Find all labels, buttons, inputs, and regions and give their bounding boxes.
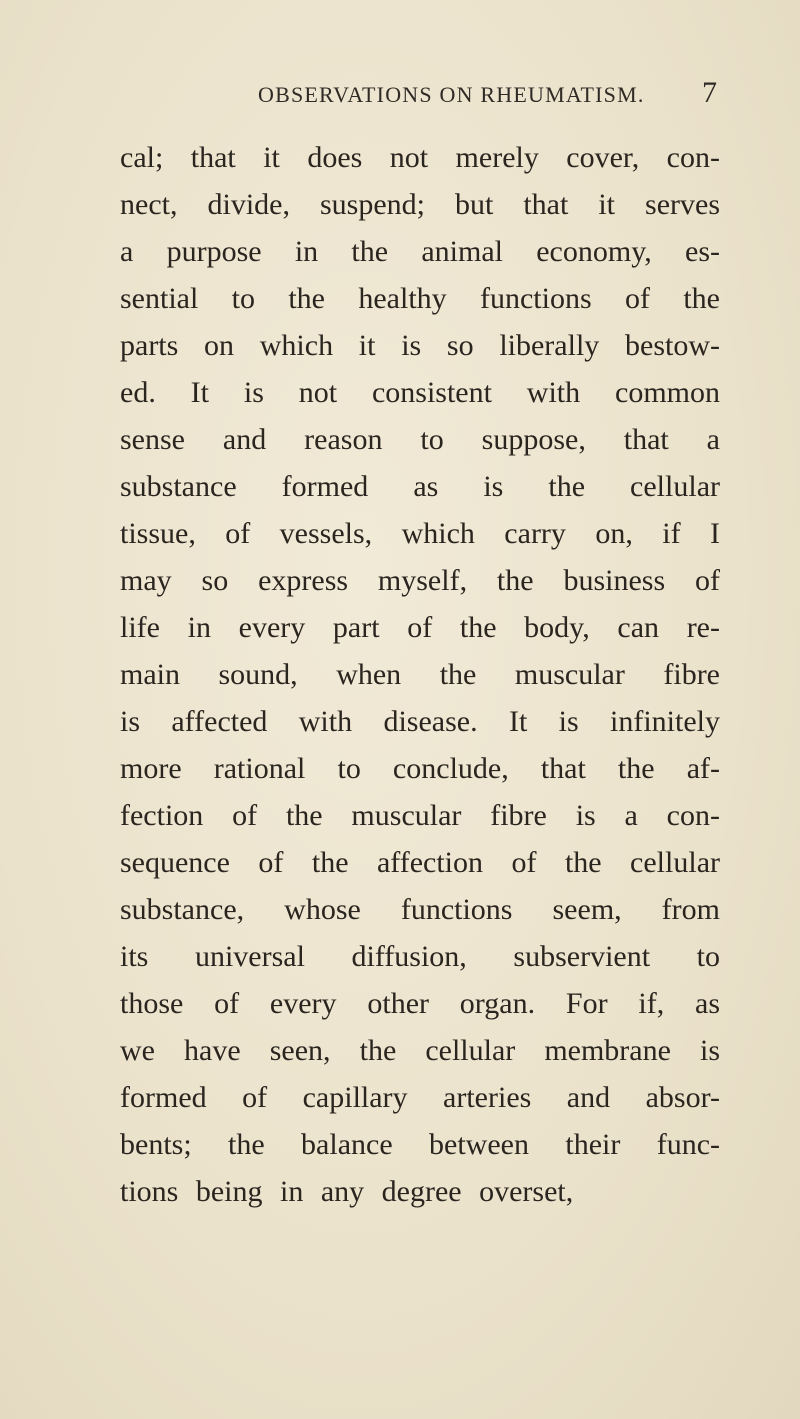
- text-line: parts on which it is so liberally bestow-: [120, 329, 720, 362]
- text-line: those of every other organ. For if, as: [120, 987, 720, 1020]
- running-head: OBSERVATIONS ON RHEUMATISM.: [258, 82, 645, 107]
- text-line: is affected with disease. It is infinitely: [120, 705, 720, 738]
- text-line: more rational to conclude, that the af-: [120, 752, 720, 785]
- text-line: we have seen, the cellular membrane is: [120, 1034, 720, 1067]
- text-line: its universal diffusion, subservient to: [120, 940, 720, 973]
- text-line: cal; that it does not merely cover, con-: [120, 141, 720, 174]
- body-text: [120, 134, 720, 1215]
- text-line: formed of capillary arteries and absor-: [120, 1081, 720, 1114]
- page-number: 7: [702, 76, 717, 109]
- text-line: substance formed as is the cellular: [120, 470, 720, 503]
- text-line: sequence of the affection of the cellular: [120, 846, 720, 879]
- text-line: substance, whose functions seem, from: [120, 893, 720, 926]
- text-line: may so express myself, the business of: [120, 564, 720, 597]
- text-line: ed. It is not consistent with common: [120, 376, 720, 409]
- text-line: nect, divide, suspend; but that it serves: [120, 188, 720, 221]
- text-line: tions being in any degree overset,: [120, 1175, 574, 1208]
- text-line: a purpose in the animal economy, es-: [120, 235, 720, 268]
- text-line: tissue, of vessels, which carry on, if I: [120, 517, 720, 550]
- text-line: life in every part of the body, can re-: [120, 611, 720, 644]
- text-line: main sound, when the muscular fibre: [120, 658, 720, 691]
- text-line: sential to the healthy functions of the: [120, 282, 720, 315]
- text-line: sense and reason to suppose, that a: [120, 423, 720, 456]
- text-line: bents; the balance between their func-: [120, 1128, 720, 1161]
- text-line: fection of the muscular fibre is a con-: [120, 799, 720, 832]
